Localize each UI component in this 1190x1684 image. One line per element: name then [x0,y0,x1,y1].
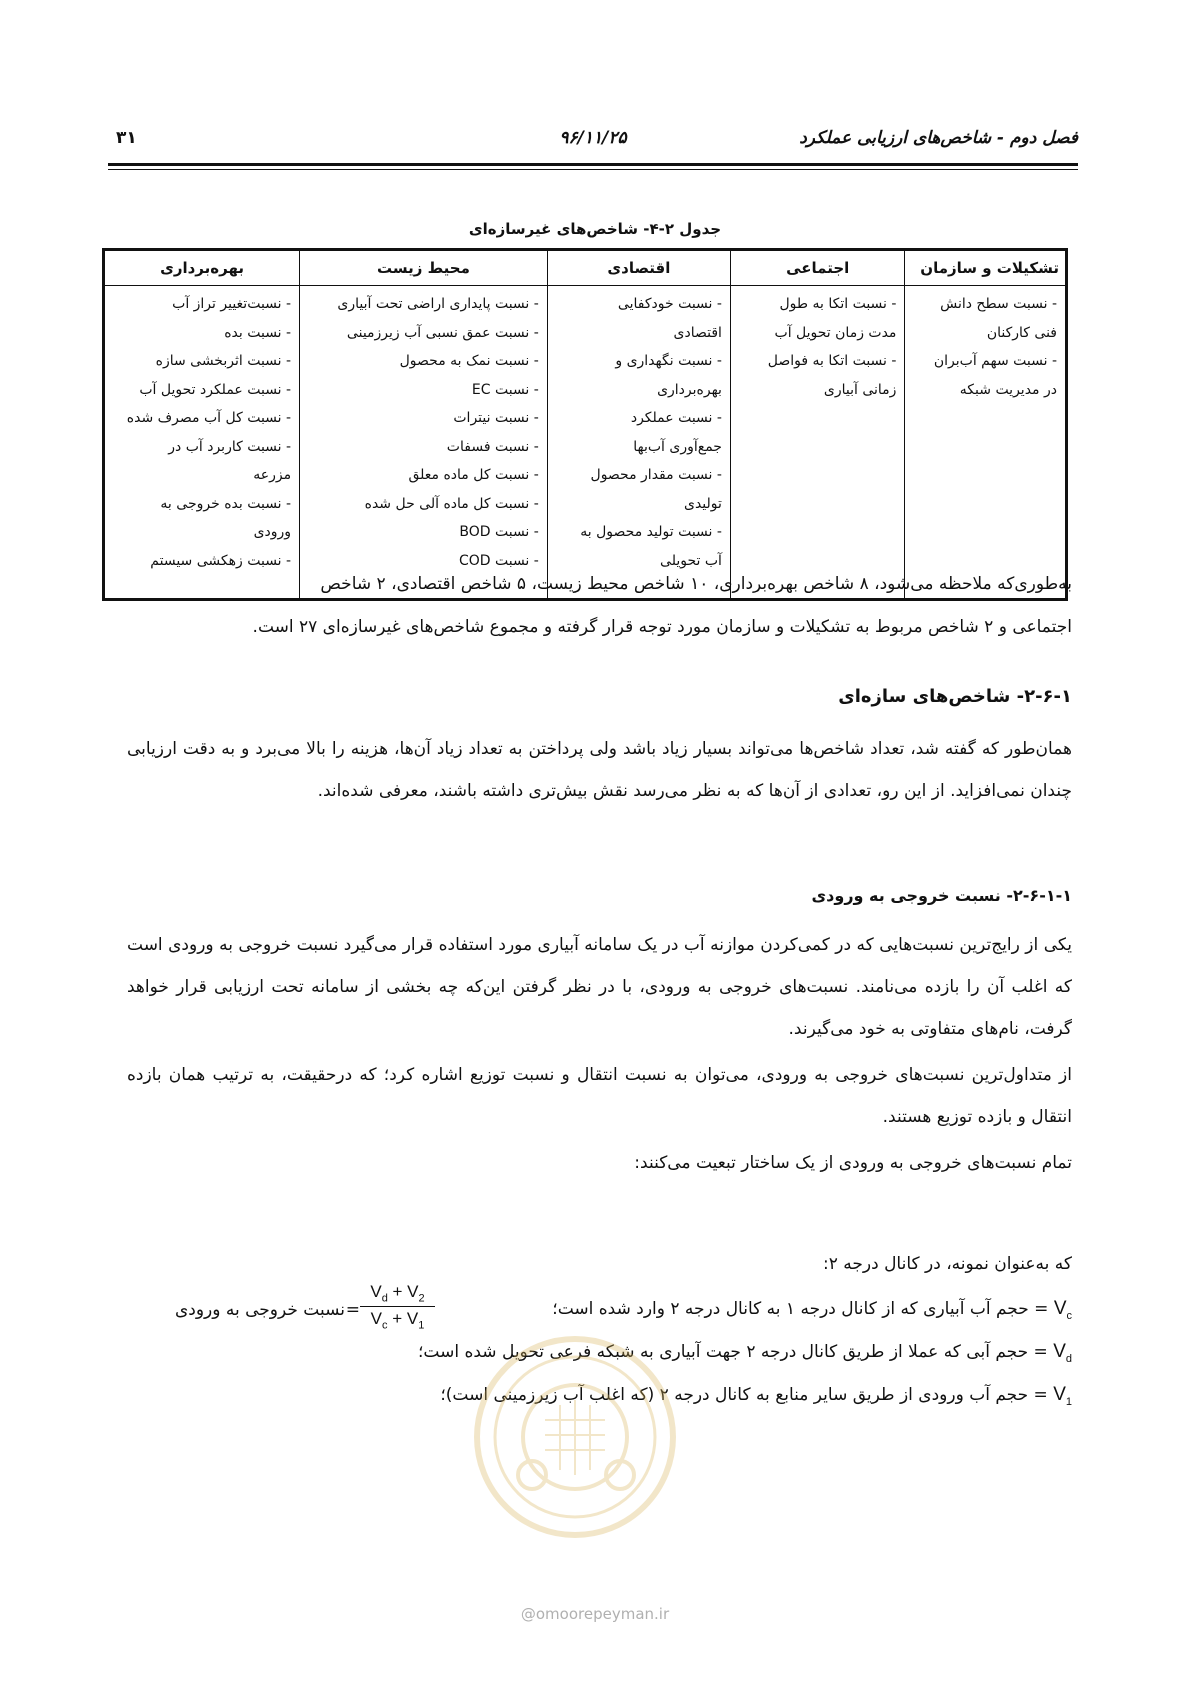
ratio-formula [115,1282,435,1342]
table-cell-line: - نسبت سطح دانش [940,296,1057,312]
table-cell-line: - نسبت بده خروجی به [160,495,292,512]
example-line: که به‌عنوان نمونه، در کانال درجه ۲: [822,1254,1072,1274]
definition-vc [552,1298,1072,1322]
table-cell-line: اقتصادی [673,324,722,341]
cell-social [730,286,905,600]
table-cell-line: - نسبت سهم آب‌بران [933,353,1057,369]
summary-line-1: به‌طوری‌که ملاحظه می‌شود، ۸ شاخص بهره‌برداری، ۱۰ شاخص محیط زیست، ۵ شاخص اقتصادی، ۲ شاخص [320,574,1072,594]
table-cell-line: - نسبت کل ماده آلی حل شده [364,495,539,512]
definition-vd-text: = حجم آبی که عملا از طریق کانال درجه ۲ جهت آبیاری به شبکه فرعی تحویل شده است؛ [418,1342,1048,1362]
table-cell-line: - نسبت فسفات [446,438,539,455]
table-cell-line: - نسبت مقدار محصول [590,467,722,483]
table-cell-line: زمانی آبیاری [823,381,897,398]
header-rule-thin [108,169,1078,170]
table-cell-line: جمع‌آوری آب‌بها [633,438,722,455]
paragraph-output-input: یکی از رایج‌ترین نسبت‌هایی که در کمی‌کردن موازنه آب در یک سامانه آبیاری مورد استفاده قرار می‌گیرد نسبت خروجی به ورودی است که اغلب آن را بازده می‌نامند. نسبت‌های خروجی به ورودی، با در نظر گرفتن این‌که چه بخشی از سامانه تحت ارزیابی قرار خواهد گرفت، نام‌های متفاوتی به خود می‌گیرند. [127,935,1072,1039]
table-cell-line: - نسبت COD [458,552,539,569]
table-cell-line: - نسبت اتکا به طول [779,296,897,312]
table-cell-line: - نسبت BOD [459,524,539,540]
formula-label: نسبت خروجی به ورودی [174,1300,345,1320]
paragraph-structural-intro: همان‌طور که گفته شد، تعداد شاخص‌ها می‌تواند بسیار زیاد باشد ولی پرداختن به تعداد زیاد آن‌ها، هزینه را بالا می‌برد و به دقت ارزیابی چندان نمی‌افزاید. از این رو، تعدادی از آن‌ها که به نظر می‌رسد نقش بیش‌تری داشته باشند، معرفی شده‌اند. [127,739,1072,801]
table-cell-line: - نسبت اثربخشی سازه [155,353,292,369]
table-cell-line: در مدیریت شبکه [959,381,1057,398]
header-rule-thick [108,163,1078,166]
table-cell-line: - نسبت عملکرد تحویل آب [139,381,292,398]
table-cell-line: بهره‌برداری [657,381,722,398]
table-cell-line: فنی کارکنان [986,324,1057,341]
formula-denominator: $V_c + V_1$ [370,1309,425,1332]
summary-line-2: اجتماعی و ۲ شاخص مربوط به تشکیلات و سازمان مورد توجه قرار گرفته و مجموع شاخص‌های غیرسازه‌ای ۲۷ است. [252,617,1072,637]
col-header-operation: بهره‌برداری [104,250,300,286]
header-date: ۹۶/۱۱/۲۵ [559,128,627,148]
table-header-row [104,250,1067,286]
table-cell-line: - نسبت اتکا به فواصل [767,353,897,369]
formula-equals: = [345,1300,360,1320]
indicators-table [102,248,1068,601]
page-number: ۳۱ [116,128,137,148]
table-cell-line: - نسبت تولید محصول به [580,524,722,540]
paragraph-structure: تمام نسبت‌های خروجی به ورودی از یک ساختار تبعیت می‌کنند: [634,1153,1072,1173]
section-heading-structural: ۲-۶-۱- شاخص‌های سازه‌ای [838,686,1072,707]
cell-operation [104,286,300,600]
table-cell-line: - نسبت زهکشی سیستم [150,552,292,569]
col-header-social: اجتماعی [730,250,905,286]
table-cell-line: آب تحویلی [660,552,722,569]
table-cell-line: - نسبت عمق نسبی آب زیرزمینی [346,324,539,341]
col-header-environment: محیط زیست [300,250,548,286]
symbol-vd: $V_d$ [1053,1341,1072,1365]
formula-numerator: $V_d + V_2$ [360,1282,435,1307]
definition-v1-text: = حجم آب ورودی از طریق سایر منابع به کانال درجه ۲ (که اغلب آب زیرزمینی است)؛ [440,1385,1048,1405]
definition-vc-text: = حجم آب آبیاری که از کانال درجه ۱ به کانال درجه ۲ وارد شده است؛ [552,1299,1049,1319]
symbol-vc: $V_c$ [1053,1298,1072,1322]
section-heading-output-input: ۲-۶-۱-۱- نسبت خروجی به ورودی [811,886,1072,905]
table-cell-line: - نسبت‌تغییر تراز آب [172,296,292,312]
col-header-organization: تشکیلات و سازمان [905,250,1067,286]
table-cell-line: تولیدی [684,495,722,512]
table-cell-line: - نسبت نگهداری و [615,353,722,369]
cell-organization [905,286,1067,600]
symbol-v1: $V_1$ [1053,1384,1072,1408]
table-cell-line: - نسبت EC [471,381,539,398]
table-cell-line: - نسبت عملکرد [630,410,722,426]
table-cell-line: ورودی [253,524,292,540]
cell-economic [547,286,730,600]
cell-environment [300,286,548,600]
table-cell-line: - نسبت پایداری اراضی تحت آبیاری [337,296,539,312]
page-header [108,128,1078,154]
table-cell-line: - نسبت کاربرد آب در [168,438,292,455]
table-cell-line: مدت زمان تحویل آب [774,324,897,341]
formula-fraction [360,1282,435,1332]
table-cell-line: - نسبت نیترات [453,410,539,426]
table-cell-line: مزرعه [253,467,292,483]
table-cell-line: - نسبت خودکفایی [617,296,722,312]
table-caption: جدول ۲-۴- شاخص‌های غیرسازه‌ای [468,220,722,238]
table-cell-line: - نسبت کل آب مصرف شده [126,410,292,426]
table-body-row [104,286,1067,600]
seal-watermark-icon [470,1325,680,1550]
paragraph-conveyance: از متداول‌ترین نسبت‌های خروجی به ورودی، می‌توان به نسبت انتقال و نسبت توزیع اشاره کرد؛ که درحقیقت، به ترتیب همان بازده انتقال و بازده توزیع هستند. [127,1065,1072,1127]
table-cell-line: - نسبت بده [224,324,292,341]
table-cell-line: - نسبت کل ماده معلق [408,467,539,483]
chapter-title: فصل دوم - شاخص‌های ارزیابی عملکرد [799,128,1078,148]
col-header-economic: اقتصادی [547,250,730,286]
footer-watermark: @omoorepeyman.ir [520,1605,670,1623]
table-cell-line: - نسبت نمک به محصول [399,353,539,369]
